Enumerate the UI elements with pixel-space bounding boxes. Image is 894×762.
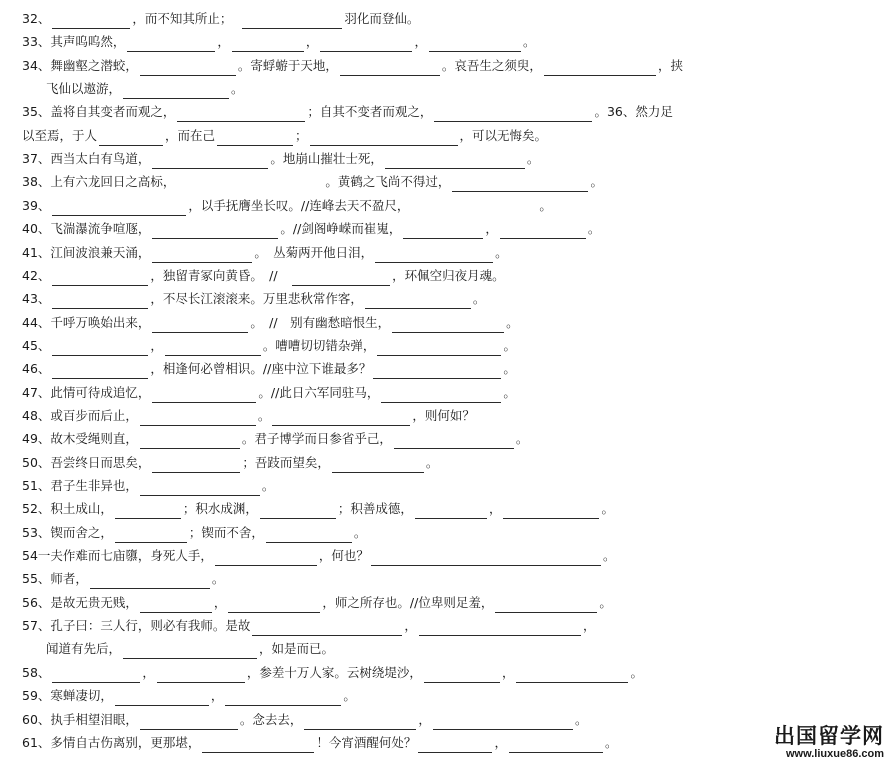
answer-blank[interactable] bbox=[516, 667, 628, 683]
answer-blank[interactable] bbox=[433, 714, 573, 730]
answer-blank[interactable] bbox=[152, 247, 252, 263]
question-text: 56、是故无贵无贱， bbox=[22, 594, 138, 610]
question-text: 羽化而登仙。 bbox=[344, 11, 420, 26]
question-text: 。 bbox=[539, 197, 552, 213]
spacer bbox=[175, 185, 325, 186]
question-text: ，参差十万人家。云树绕堤沙， bbox=[246, 664, 422, 680]
answer-blank[interactable] bbox=[52, 13, 130, 29]
answer-blank[interactable] bbox=[123, 643, 257, 659]
question-text: 。念去去， bbox=[239, 711, 303, 727]
question-text: 。 bbox=[587, 221, 601, 237]
answer-blank[interactable] bbox=[320, 36, 412, 52]
watermark-url: www.liuxue86.com bbox=[785, 748, 884, 760]
question-text: 32、 bbox=[22, 11, 51, 26]
answer-blank[interactable] bbox=[304, 714, 416, 730]
question-text: ，以手抚膺坐长叹。//连峰去天不盈尺， bbox=[188, 197, 410, 213]
answer-blank[interactable] bbox=[202, 737, 314, 753]
question-line bbox=[22, 9, 886, 29]
question-text: 。 bbox=[503, 337, 516, 353]
question-text: 58、 bbox=[22, 664, 51, 680]
question-text: 61、多情自古伤离别，更那堪， bbox=[22, 734, 201, 750]
question-text: 。 bbox=[601, 501, 614, 517]
question-text: 54一夫作难而七庙隳，身死人手， bbox=[22, 548, 213, 564]
question-text: 。黄鹤之飞尚不得过， bbox=[325, 174, 451, 190]
answer-blank[interactable] bbox=[375, 247, 493, 263]
question-text: 44、千呼万唤始出来， bbox=[22, 314, 151, 330]
answer-blank[interactable] bbox=[340, 60, 440, 76]
question-line bbox=[22, 663, 886, 683]
question-text: 60、执手相望泪眼， bbox=[22, 711, 138, 727]
question-text: 。嘈嘈切切错杂弹， bbox=[262, 337, 376, 353]
answer-blank[interactable] bbox=[452, 176, 588, 192]
question-line bbox=[22, 126, 886, 146]
answer-blank[interactable] bbox=[99, 130, 163, 146]
answer-blank[interactable] bbox=[232, 36, 304, 52]
question-text: 。 bbox=[343, 688, 356, 704]
question-text: 。 bbox=[522, 34, 536, 50]
question-text: 41、江间波浪兼天涌， bbox=[22, 244, 151, 260]
question-text: 。//此日六军同驻马， bbox=[258, 384, 380, 400]
answer-blank[interactable] bbox=[419, 620, 581, 636]
question-text: 。地崩山摧壮士死， bbox=[270, 151, 383, 167]
question-text: ， bbox=[210, 688, 224, 704]
question-text: 39、 bbox=[22, 197, 51, 213]
question-line bbox=[22, 686, 886, 706]
answer-blank[interactable] bbox=[115, 527, 187, 543]
answer-blank[interactable] bbox=[260, 503, 336, 519]
question-line bbox=[22, 102, 886, 122]
answer-blank[interactable] bbox=[310, 130, 458, 146]
answer-blank[interactable] bbox=[500, 223, 586, 239]
question-text: ， bbox=[150, 337, 163, 353]
question-text: 。 bbox=[257, 407, 271, 423]
answer-blank[interactable] bbox=[90, 573, 210, 589]
answer-blank[interactable] bbox=[365, 293, 471, 309]
answer-blank[interactable] bbox=[140, 60, 236, 76]
question-text: 38、上有六龙回日之高标， bbox=[22, 174, 176, 190]
question-text: 40、飞湍瀑流争喧豗， bbox=[22, 221, 151, 237]
question-text: ，可以无悔矣。 bbox=[459, 127, 548, 143]
question-text: ，而在己 bbox=[165, 127, 216, 143]
question-text: 。 bbox=[574, 711, 588, 727]
question-text: ，环佩空归夜月魂。 bbox=[392, 267, 505, 283]
answer-blank[interactable] bbox=[503, 503, 599, 519]
question-line bbox=[22, 149, 886, 169]
question-line bbox=[22, 710, 886, 730]
question-text: 。 bbox=[211, 571, 225, 587]
answer-blank[interactable] bbox=[140, 410, 256, 426]
question-line bbox=[22, 219, 886, 239]
question-text: 57、孔子曰：三人行，则必有我师。是故 bbox=[22, 618, 251, 634]
answer-blank[interactable] bbox=[152, 457, 240, 473]
answer-blank[interactable] bbox=[52, 340, 148, 356]
answer-blank[interactable] bbox=[140, 433, 240, 449]
answer-blank[interactable] bbox=[217, 130, 293, 146]
answer-blank[interactable] bbox=[418, 737, 492, 753]
answer-blank[interactable] bbox=[266, 527, 352, 543]
answer-blank[interactable] bbox=[394, 433, 514, 449]
question-line bbox=[22, 569, 886, 589]
question-text: 。 bbox=[503, 384, 516, 400]
answer-blank[interactable] bbox=[123, 83, 229, 99]
question-text: ， bbox=[404, 618, 417, 634]
question-text: 。 bbox=[261, 478, 275, 493]
answer-blank[interactable] bbox=[424, 667, 500, 683]
answer-blank[interactable] bbox=[115, 503, 181, 519]
answer-blank[interactable] bbox=[228, 597, 320, 613]
question-text: 。 bbox=[526, 151, 540, 167]
answer-blank[interactable] bbox=[403, 223, 483, 239]
question-text: 45、 bbox=[22, 337, 51, 353]
question-text: 49、故木受绳则直， bbox=[22, 431, 138, 447]
answer-blank[interactable] bbox=[157, 667, 245, 683]
answer-blank[interactable] bbox=[509, 737, 603, 753]
question-line bbox=[22, 313, 886, 333]
question-text: 48、或百步而后止， bbox=[22, 407, 138, 423]
question-text: ， bbox=[305, 34, 319, 50]
spacer bbox=[409, 209, 539, 210]
question-text: 以至焉，于人 bbox=[22, 127, 98, 143]
question-text: 46、 bbox=[22, 361, 51, 377]
question-line bbox=[22, 56, 886, 76]
answer-blank[interactable] bbox=[152, 223, 278, 239]
question-text: 53、锲而舍之， bbox=[22, 524, 113, 540]
question-text: 51、君子生非异也， bbox=[22, 478, 138, 493]
question-text: 。君子博学而日参省乎己， bbox=[241, 431, 392, 447]
question-text: 59、寒蝉凄切， bbox=[22, 688, 113, 704]
question-text: ，独留青冢向黄昏。 // bbox=[150, 267, 291, 283]
answer-blank[interactable] bbox=[392, 317, 504, 333]
question-text: 飞仙以遨游， bbox=[46, 81, 122, 97]
question-text: ， bbox=[217, 34, 230, 50]
question-text: 47、此情可待成追忆， bbox=[22, 384, 151, 400]
question-text: ！今宵酒醒何处？ bbox=[316, 734, 417, 750]
question-text: 。 bbox=[604, 734, 618, 750]
answer-blank[interactable] bbox=[544, 60, 656, 76]
answer-blank[interactable] bbox=[373, 363, 501, 379]
question-line bbox=[22, 616, 886, 636]
question-line bbox=[22, 383, 886, 403]
answer-blank[interactable] bbox=[140, 597, 212, 613]
question-line bbox=[22, 172, 886, 192]
question-text: ； bbox=[295, 127, 308, 143]
answer-blank[interactable] bbox=[140, 714, 238, 730]
question-text: ，何也？ bbox=[318, 548, 369, 564]
question-line bbox=[22, 336, 886, 356]
question-line bbox=[22, 289, 886, 309]
question-text: ，师之所存也。//位卑则足羞， bbox=[322, 594, 494, 610]
answer-blank[interactable] bbox=[52, 293, 148, 309]
question-text: 。 // 别有幽愁暗恨生， bbox=[250, 314, 391, 330]
question-text: 。 bbox=[231, 81, 244, 97]
answer-blank[interactable] bbox=[215, 550, 317, 566]
question-text: 。寄蜉蝣于天地， bbox=[237, 57, 338, 73]
answer-blank[interactable] bbox=[332, 457, 424, 473]
question-line bbox=[22, 499, 886, 519]
question-line bbox=[22, 359, 886, 379]
question-line bbox=[22, 546, 886, 566]
question-text: ；锲而不舍， bbox=[188, 524, 264, 540]
answer-blank[interactable] bbox=[152, 153, 268, 169]
site-watermark bbox=[774, 726, 884, 760]
question-line bbox=[46, 639, 886, 659]
question-text: 。 bbox=[503, 361, 516, 377]
question-text: 55、师者， bbox=[22, 571, 88, 587]
question-text: ；积善成德， bbox=[337, 501, 413, 517]
question-text: ；积水成渊， bbox=[182, 501, 258, 517]
question-text: 50、吾尝终日而思矣， bbox=[22, 454, 151, 470]
question-text: ，如是而已。 bbox=[259, 641, 335, 657]
question-text: ， bbox=[582, 618, 596, 634]
watermark-site-name: 出国留学网 bbox=[774, 724, 884, 748]
question-text: 。 bbox=[599, 594, 612, 610]
answer-blank[interactable] bbox=[415, 503, 487, 519]
answer-blank[interactable] bbox=[292, 270, 390, 286]
question-line bbox=[22, 243, 886, 263]
question-text: 。 丛菊两开他日泪， bbox=[254, 244, 374, 260]
question-text: ， bbox=[414, 34, 427, 50]
answer-blank[interactable] bbox=[495, 597, 597, 613]
question-text: ， bbox=[485, 221, 498, 237]
question-line bbox=[46, 79, 886, 99]
question-text: ， bbox=[488, 501, 502, 517]
question-text: 。哀吾生之须臾， bbox=[441, 57, 542, 73]
question-line bbox=[22, 453, 886, 473]
question-text: ，不尽长江滚滚来。万里悲秋常作客， bbox=[150, 291, 363, 307]
answer-blank[interactable] bbox=[165, 340, 261, 356]
question-line bbox=[22, 733, 886, 753]
answer-blank[interactable] bbox=[52, 270, 148, 286]
question-text: ， bbox=[142, 664, 155, 680]
question-text: ， bbox=[494, 734, 507, 750]
question-text: ， bbox=[213, 594, 227, 610]
question-text: 。 bbox=[425, 454, 439, 470]
question-line bbox=[22, 196, 886, 216]
question-text: ，挟 bbox=[657, 57, 683, 73]
question-text: 。 bbox=[515, 431, 529, 447]
answer-blank[interactable] bbox=[140, 480, 260, 496]
answer-blank[interactable] bbox=[52, 200, 186, 216]
question-text: 。 bbox=[590, 174, 603, 190]
question-text: 。 bbox=[353, 524, 367, 540]
question-text: 。36、然力足 bbox=[594, 104, 673, 120]
question-line bbox=[22, 32, 886, 52]
answer-blank[interactable] bbox=[177, 106, 305, 122]
answer-blank[interactable] bbox=[252, 620, 402, 636]
question-text: 42、 bbox=[22, 267, 51, 283]
question-text: ，则何如？ bbox=[412, 407, 475, 423]
answer-blank[interactable] bbox=[272, 410, 410, 426]
answer-blank[interactable] bbox=[152, 317, 248, 333]
question-text: ， bbox=[501, 664, 515, 680]
question-line bbox=[22, 593, 886, 613]
answer-blank[interactable] bbox=[152, 387, 256, 403]
question-text: 43、 bbox=[22, 291, 51, 307]
answer-blank[interactable] bbox=[127, 36, 215, 52]
answer-blank[interactable] bbox=[377, 340, 501, 356]
answer-blank[interactable] bbox=[115, 690, 209, 706]
answer-blank[interactable] bbox=[434, 106, 592, 122]
question-text: 闻道有先后， bbox=[46, 641, 122, 657]
question-text: 。 bbox=[630, 664, 643, 680]
question-text: ， bbox=[418, 711, 431, 727]
question-text: 。 bbox=[472, 291, 486, 307]
question-line bbox=[22, 429, 886, 449]
answer-blank[interactable] bbox=[225, 690, 341, 706]
question-text: ；自其不变者而观之， bbox=[307, 104, 433, 120]
question-text: 。 bbox=[506, 314, 519, 330]
answer-blank[interactable] bbox=[242, 13, 342, 29]
question-line bbox=[22, 476, 886, 496]
question-text: 52、积土成山， bbox=[22, 501, 113, 517]
answer-blank[interactable] bbox=[381, 387, 501, 403]
question-text: 。 bbox=[495, 244, 508, 260]
question-line bbox=[22, 523, 886, 543]
answer-blank[interactable] bbox=[371, 550, 601, 566]
answer-blank[interactable] bbox=[429, 36, 521, 52]
spacer bbox=[232, 22, 240, 23]
answer-blank[interactable] bbox=[52, 667, 140, 683]
question-text: ，而不知其所止； bbox=[132, 11, 233, 26]
question-text: 。 bbox=[602, 548, 616, 564]
question-text: 35、盖将自其变者而观之， bbox=[22, 104, 176, 120]
question-text: 34、舞幽壑之潜蛟， bbox=[22, 57, 138, 73]
question-text: 。//剑阁峥嵘而崔嵬， bbox=[280, 221, 402, 237]
question-line bbox=[22, 406, 886, 426]
question-text: ；吾跂而望矣， bbox=[242, 454, 330, 470]
question-text: ，相逢何必曾相识。//座中泣下谁最多？ bbox=[150, 361, 372, 377]
question-text: 33、其声呜呜然， bbox=[22, 34, 126, 50]
question-text: 37、西当太白有鸟道， bbox=[22, 151, 151, 167]
answer-blank[interactable] bbox=[52, 363, 148, 379]
question-line bbox=[22, 266, 886, 286]
answer-blank[interactable] bbox=[385, 153, 525, 169]
